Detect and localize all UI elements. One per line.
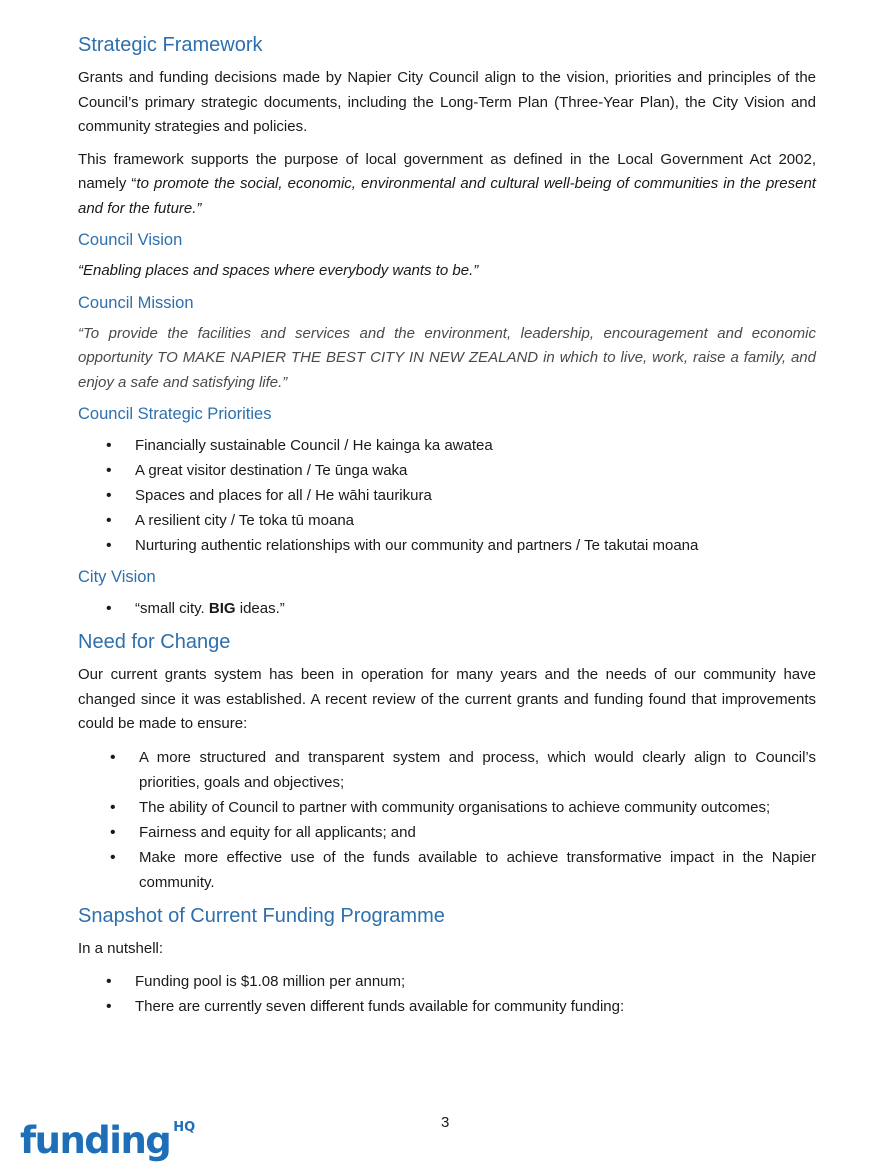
fundinghq-logo bbox=[20, 1106, 195, 1163]
council-mission-heading: Council Mission bbox=[78, 293, 194, 312]
need-for-change-heading: Need for Change bbox=[78, 631, 231, 653]
list-item: • Funding pool is $1.08 million per annum; bbox=[78, 969, 816, 994]
council-vision-section bbox=[78, 229, 816, 284]
lga-purpose-quote: to promote the social, economic, environmental and cultural well-being of communities in the present and for the future.” bbox=[78, 175, 816, 217]
snapshot-section bbox=[78, 903, 816, 1020]
logo-superscript: HQ bbox=[173, 1120, 196, 1135]
list-item: • There are currently seven different funds available for community funding: bbox=[78, 994, 816, 1019]
strategic-priorities-heading: Council Strategic Priorities bbox=[78, 405, 272, 423]
strategic-framework-heading: Strategic Framework bbox=[78, 34, 263, 56]
need-for-change-paragraph: Our current grants system has been in operation for many years and the needs of our community have changed since it was established. A recent review of the current grants and funding found that improvements could be made to ensure: bbox=[78, 666, 816, 732]
list-item: • The ability of Council to partner with community organisations to achieve community outcomes; bbox=[78, 795, 816, 820]
council-mission-quote: “To provide the facilities and services and the environment, leadership, encouragement and economic opportunity TO MAKE NAPIER THE BEST CITY IN NEW ZEALAND in which to live, work, raise a family, and enjoy a safe and satisfying life.” bbox=[78, 324, 816, 391]
list-item: • A great visitor destination / Te ūnga waka bbox=[78, 458, 816, 483]
snapshot-heading: Snapshot of Current Funding Programme bbox=[78, 904, 445, 927]
city-vision-section bbox=[78, 566, 816, 621]
strategic-priorities-list bbox=[78, 433, 816, 558]
strategic-framework-section bbox=[78, 32, 816, 221]
snapshot-intro: In a nutshell: bbox=[78, 939, 164, 957]
page-number: 3 bbox=[441, 1114, 450, 1131]
council-vision-heading: Council Vision bbox=[78, 231, 183, 249]
logo-text: funding bbox=[20, 1119, 171, 1162]
city-vision-text-before: “small city. bbox=[135, 600, 209, 617]
local-government-act-paragraph bbox=[78, 148, 816, 222]
strategic-priorities-section bbox=[78, 403, 816, 558]
document-page bbox=[78, 32, 816, 1027]
list-item: • A more structured and transparent system and process, which would clearly align to Council’s priorities, goals and objectives; bbox=[78, 745, 816, 795]
list-item: • A resilient city / Te toka tū moana bbox=[78, 508, 816, 533]
city-vision-list bbox=[78, 596, 816, 621]
need-for-change-list bbox=[78, 745, 816, 895]
need-for-change-section bbox=[78, 629, 816, 895]
list-item: • Financially sustainable Council / He kainga ka awatea bbox=[78, 433, 816, 458]
council-vision-quote: “Enabling places and spaces where everybody wants to be.” bbox=[78, 262, 479, 279]
list-item: • Fairness and equity for all applicants; and bbox=[78, 820, 816, 845]
city-vision-heading: City Vision bbox=[78, 568, 156, 586]
strategic-framework-paragraph: Grants and funding decisions made by Napier City Council align to the vision, priorities and principles of the Council’s primary strategic documents, including the Long-Term Plan (Three-Year Plan), the City Vision and community strategies and policies. bbox=[78, 69, 816, 135]
list-item: • Make more effective use of the funds available to achieve transformative impact in the Napier community. bbox=[78, 845, 816, 895]
list-item: • Nurturing authentic relationships with our community and partners / Te takutai moana bbox=[78, 533, 816, 558]
lga-intro-text: This framework supports the purpose of local government as defined in the Local Government Act 2002, namely “ bbox=[78, 150, 816, 192]
city-vision-bold-text: BIG bbox=[208, 600, 236, 617]
list-item: • Spaces and places for all / He wāhi taurikura bbox=[78, 483, 816, 508]
snapshot-list bbox=[78, 969, 816, 1019]
city-vision-text-after: ideas.” bbox=[235, 600, 285, 617]
council-mission-section bbox=[78, 292, 816, 396]
list-item bbox=[78, 596, 816, 621]
